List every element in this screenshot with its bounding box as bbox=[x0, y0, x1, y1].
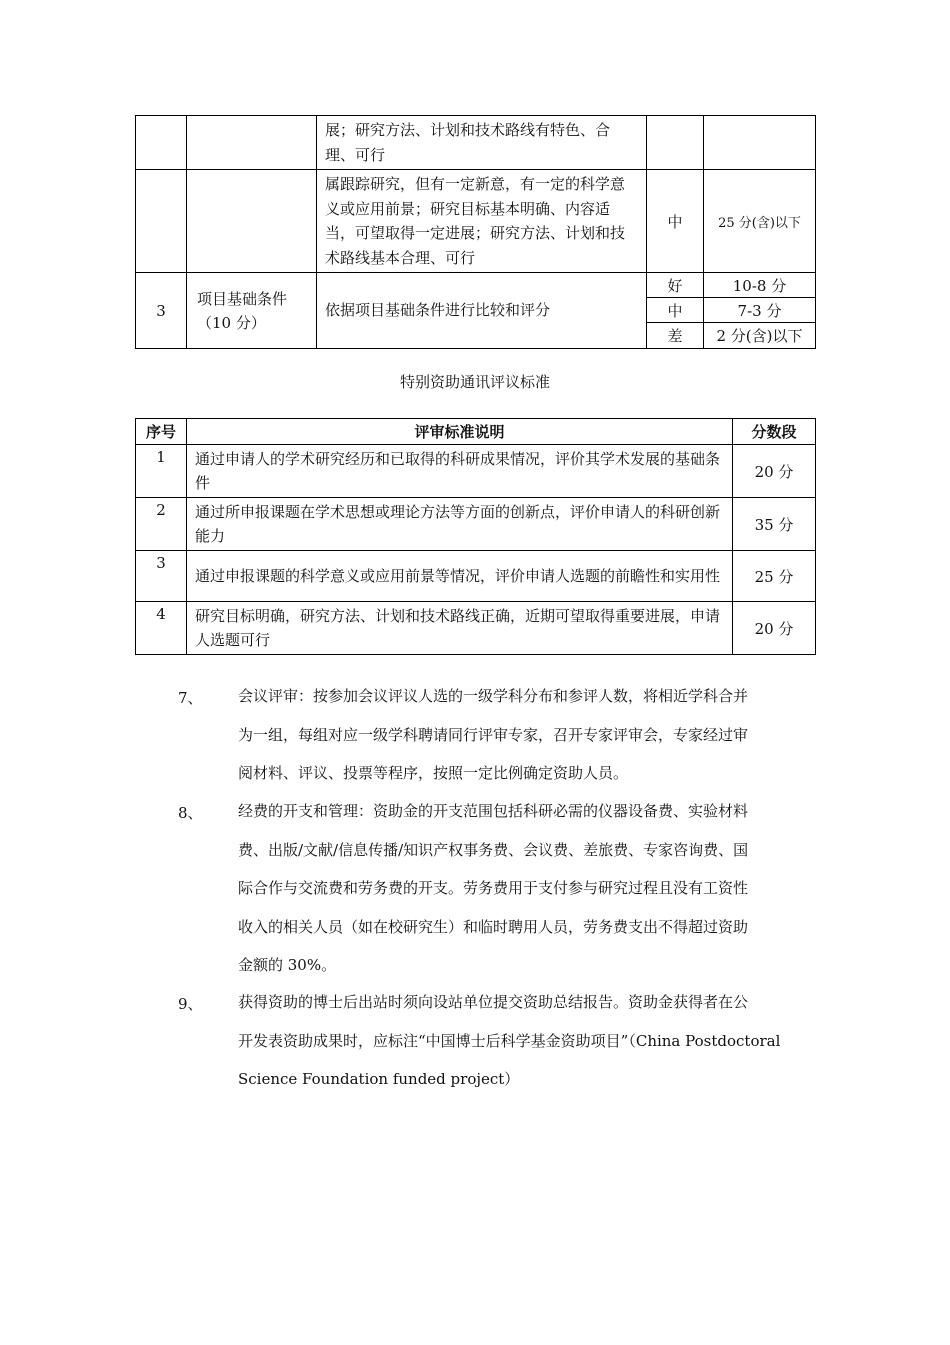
paragraph-line: 开发表资助成果时，应标注“中国博士后科学基金资助项目”（China Postdoctoral bbox=[238, 1031, 781, 1050]
table-row bbox=[136, 551, 816, 602]
item-category bbox=[187, 273, 317, 349]
table-cell bbox=[136, 170, 187, 273]
paragraph-number: 8、 bbox=[178, 804, 203, 822]
table-row bbox=[136, 445, 816, 498]
special-funding-criteria-table bbox=[135, 418, 816, 655]
grade-cell: 中 bbox=[647, 298, 704, 323]
paragraph-line: 经费的开支和管理：资助金的开支范围包括科研必需的仪器设备费、实验材料 bbox=[238, 802, 749, 820]
score-cell: 10-8 分 bbox=[704, 273, 816, 298]
row-score: 20 分 bbox=[733, 445, 816, 498]
item-number: 3 bbox=[136, 273, 187, 349]
score-cell: 2 分(含)以下 bbox=[704, 323, 816, 349]
row-score: 25 分 bbox=[733, 551, 816, 602]
table-cell bbox=[187, 170, 317, 273]
paragraph-line: 获得资助的博士后出站时须向设站单位提交资助总结报告。资助金获得者在公 bbox=[238, 993, 749, 1011]
grade-cell: 好 bbox=[647, 273, 704, 298]
grade-cell: 中 bbox=[647, 170, 704, 273]
paragraph-body bbox=[238, 792, 808, 985]
paragraph-line: 金额的 30%。 bbox=[238, 956, 337, 974]
paragraph-line: Science Foundation funded project） bbox=[238, 1070, 520, 1088]
paragraph-line: 际合作与交流费和劳务费的开支。劳务费用于支付参与研究过程且没有工资性 bbox=[238, 879, 749, 897]
grade-cell: 差 bbox=[647, 323, 704, 349]
paragraph-line: 为一组，每组对应一级学科聘请同行评审专家，召开专家评审会，专家经过审 bbox=[238, 725, 749, 744]
table-row bbox=[136, 602, 816, 655]
criteria-description: 属跟踪研究，但有一定新意，有一定的科学意义或应用前景；研究目标基本明确、内容适当，可望取得一定进展；研究方法、计划和技术路线基本合理、可行 bbox=[317, 170, 647, 273]
table-row bbox=[136, 116, 816, 170]
header-number: 序号 bbox=[136, 419, 187, 445]
row-criteria: 通过申请人的学术研究经历和已取得的科研成果情况，评价其学术发展的基础条件 bbox=[187, 445, 733, 498]
row-score: 20 分 bbox=[733, 602, 816, 655]
paragraph-line: 收入的相关人员（如在校研究生）和临时聘用人员，劳务费支出不得超过资助 bbox=[238, 917, 749, 936]
row-number: 1 bbox=[136, 445, 187, 498]
row-criteria: 研究目标明确，研究方法、计划和技术路线正确，近期可望取得重要进展，申请人选题可行 bbox=[187, 602, 733, 655]
paragraph-number: 7、 bbox=[178, 689, 203, 707]
header-criteria: 评审标准说明 bbox=[187, 419, 733, 445]
table-header-row bbox=[136, 419, 816, 445]
row-criteria: 通过申报课题的科学意义或应用前景等情况，评价申请人选题的前瞻性和实用性 bbox=[187, 551, 733, 602]
grade-cell bbox=[647, 116, 704, 170]
table-caption: 特别资助通讯评议标准 bbox=[399, 373, 550, 391]
table-row bbox=[136, 498, 816, 551]
category-name: 项目基础条件 bbox=[197, 289, 288, 308]
score-cell: 7-3 分 bbox=[704, 298, 816, 323]
paragraph-body bbox=[238, 677, 808, 793]
paragraph-body bbox=[238, 983, 808, 1099]
paragraph-number: 9、 bbox=[178, 995, 203, 1013]
table-cell bbox=[187, 116, 317, 170]
category-points: （10 分） bbox=[197, 313, 266, 332]
row-score: 35 分 bbox=[733, 498, 816, 551]
score-cell: 25 分(含)以下 bbox=[704, 170, 816, 273]
score-cell bbox=[704, 116, 816, 170]
row-number: 4 bbox=[136, 602, 187, 655]
row-number: 2 bbox=[136, 498, 187, 551]
table-row bbox=[136, 170, 816, 273]
row-criteria: 通过所申报课题在学术思想或理论方法等方面的创新点，评价申请人的科研创新能力 bbox=[187, 498, 733, 551]
paragraph-line: 会议评审：按参加会议评议人选的一级学科分布和参评人数，将相近学科合并 bbox=[238, 687, 749, 705]
paragraph-line: 费、出版/文献/信息传播/知识产权事务费、会议费、差旅费、专家咨询费、国 bbox=[238, 840, 749, 859]
row-number: 3 bbox=[136, 551, 187, 602]
scoring-table-continued bbox=[135, 115, 816, 349]
criteria-description: 依据项目基础条件进行比较和评分 bbox=[317, 273, 647, 349]
header-score: 分数段 bbox=[733, 419, 816, 445]
table-row bbox=[136, 273, 816, 298]
table-cell bbox=[136, 116, 187, 170]
criteria-description: 展；研究方法、计划和技术路线有特色、合理、可行 bbox=[317, 116, 647, 170]
paragraph-line: 阅材料、评议、投票等程序，按照一定比例确定资助人员。 bbox=[238, 764, 629, 782]
